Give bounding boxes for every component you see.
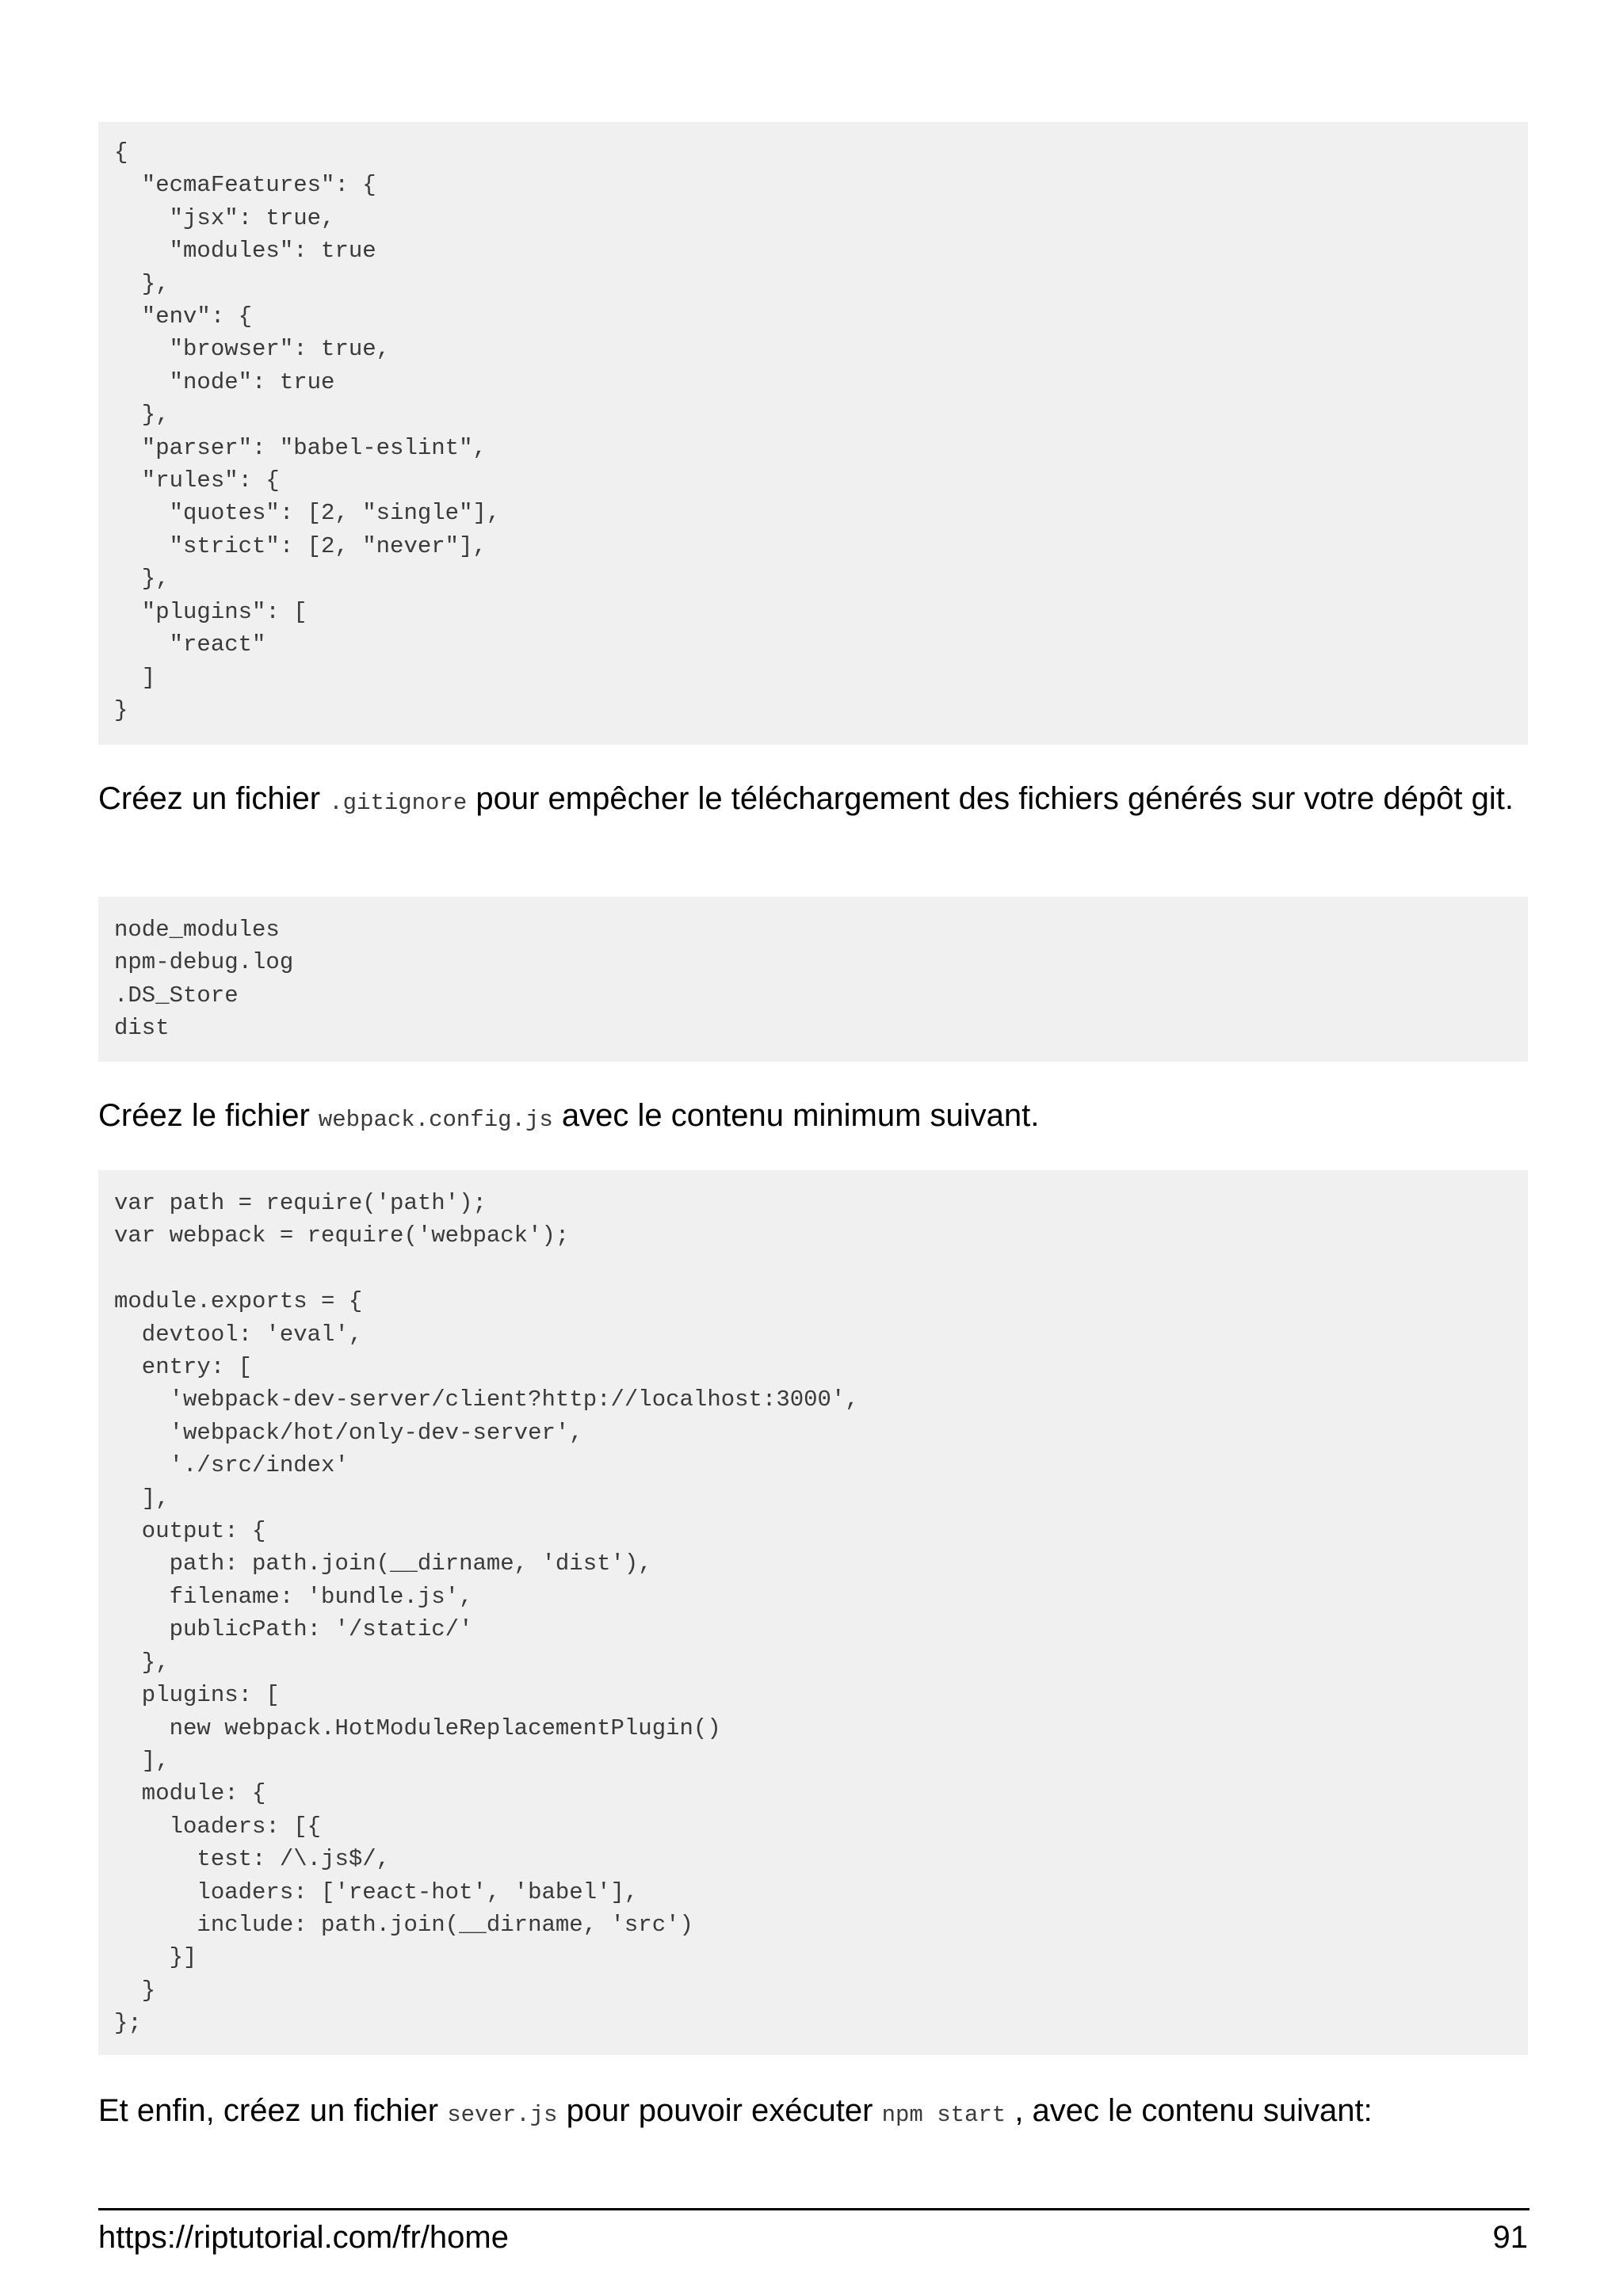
paragraph-gitignore <box>98 776 1528 826</box>
paragraph-text: pour pouvoir exécuter <box>557 2093 882 2128</box>
paragraph-text: avec le contenu minimum suivant. <box>552 1098 1040 1133</box>
footer-url: https://riptutorial.com/fr/home <box>98 2220 509 2255</box>
inline-code-server-file: sever.js <box>447 2102 558 2128</box>
paragraph-server <box>98 2088 1528 2138</box>
paragraph-text: Créez un fichier <box>98 781 330 816</box>
footer-divider <box>98 2208 1529 2210</box>
paragraph-text: , avec le contenu suivant: <box>1006 2093 1373 2128</box>
inline-code-npm-start: npm start <box>881 2102 1006 2128</box>
code-block-eslintrc: { "ecmaFeatures": { "jsx": true, "modules": true }, "env": { "browser": true, "node": true }, "parser": "babel-eslint", "rules": { "quotes": [2, "single"], "strict": [2, "never"], }, "plugins": [ "react" ] } <box>98 122 1528 745</box>
inline-code-gitignore: .gitignore <box>329 790 468 816</box>
inline-code-webpack-config: webpack.config.js <box>318 1107 553 1133</box>
code-block-gitignore: node_modules npm-debug.log .DS_Store dist <box>98 897 1528 1062</box>
page-number: 91 <box>1492 2220 1528 2255</box>
paragraph-webpack-config <box>98 1093 1528 1142</box>
paragraph-text: pour empêcher le téléchargement des fichiers générés sur votre dépôt git. <box>467 781 1514 816</box>
paragraph-text: Et enfin, créez un fichier <box>98 2093 448 2128</box>
code-block-webpack-config: var path = require('path'); var webpack = require('webpack'); module.exports = { devtool: 'eval', entry: [ 'webpack-dev-server/client?http://localhost:3000', 'webpack/hot/only-dev-server', './src/index' ], output: { path: path.join(__dirname, 'dist'), filename: 'bundle.js', publicPath: '/static/' }, plugins: [ new webpack.HotModuleReplacementPlugin() ], module: { loaders: [{ test: /\.js$/, loaders: ['react-hot', 'babel'], include: path.join(__dirname, 'src') }] } }; <box>98 1170 1528 2055</box>
paragraph-text: Créez le fichier <box>98 1098 319 1133</box>
